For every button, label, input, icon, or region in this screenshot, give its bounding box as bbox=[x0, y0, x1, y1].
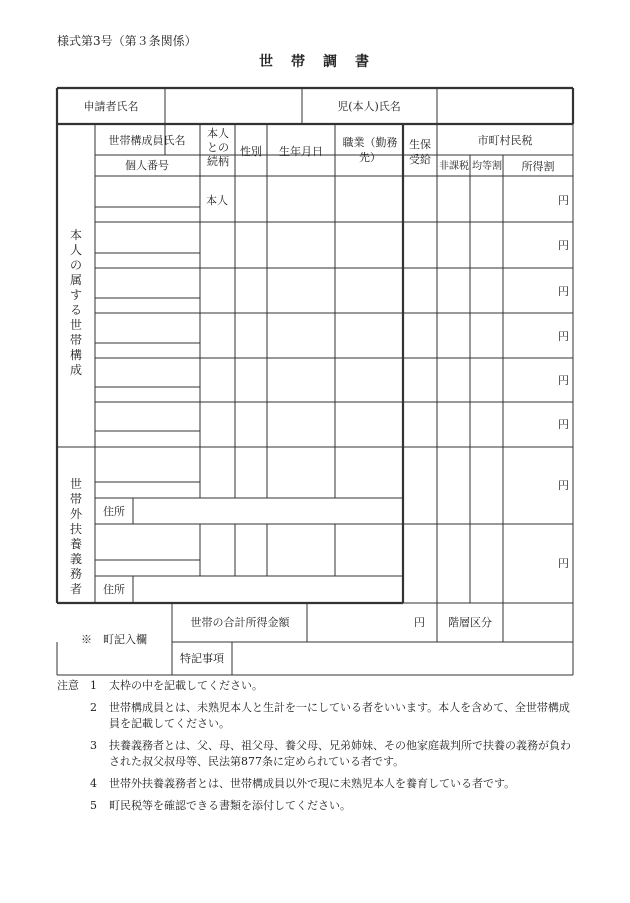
note-text: 町民税等を確認できる書類を添付してください。 bbox=[109, 799, 351, 812]
welfare-header: 生保受給 bbox=[409, 138, 431, 166]
note-number: 2 bbox=[90, 701, 97, 714]
note-item bbox=[57, 798, 577, 814]
note-number: 4 bbox=[90, 777, 97, 790]
personal-number-header: 個人番号 bbox=[125, 159, 169, 172]
page-title: 世 帯 調 書 bbox=[259, 54, 371, 70]
address-label: 住所 bbox=[103, 505, 125, 518]
note-item bbox=[57, 700, 577, 732]
municipal-tax-header: 市町村民税 bbox=[477, 134, 533, 147]
note-item bbox=[57, 738, 577, 770]
town-use-label: ※ 町記入欄 bbox=[81, 633, 147, 646]
yen-unit: 円 bbox=[558, 194, 569, 207]
yen-unit: 円 bbox=[558, 239, 569, 252]
income-levy-header: 所得割 bbox=[521, 160, 555, 173]
form-number: 様式第3号（第３条関係） bbox=[57, 34, 197, 48]
child-name-label: 児(本人)氏名 bbox=[337, 100, 401, 113]
note-text: 扶養義務者とは、父、母、祖父母、養父母、兄弟姉妹、その他家庭裁判所で扶養の義務が負わされた叔父叔母等、民法第877条に定められている者です。 bbox=[109, 739, 571, 768]
birthdate-header: 生年月日 bbox=[279, 145, 323, 158]
note-item bbox=[57, 678, 577, 694]
yen-unit: 円 bbox=[558, 479, 569, 492]
address-label: 住所 bbox=[103, 583, 125, 596]
external-group-label: 世帯外扶養義務者 bbox=[69, 477, 82, 596]
applicant-name-label: 申請者氏名 bbox=[83, 100, 139, 113]
sex-header: 性別 bbox=[240, 145, 262, 158]
note-text: 世帯構成員とは、未熟児本人と生計を一にしている者をいいます。本人を含めて、全世帯構成員を記載してください。 bbox=[109, 701, 570, 730]
self-relation: 本人 bbox=[206, 194, 228, 207]
special-notes-label: 特記事項 bbox=[180, 652, 224, 665]
total-income-yen: 円 bbox=[414, 616, 425, 629]
yen-unit: 円 bbox=[558, 285, 569, 298]
member-name-header: 世帯構成員氏名 bbox=[108, 134, 186, 147]
household-group-label: 本人の属する世帯構成 bbox=[69, 228, 82, 377]
note-text: 世帯外扶養義務者とは、世帯構成員以外で現に未熟児本人を養育している者です。 bbox=[109, 777, 516, 790]
non-taxable-header: 非課税 bbox=[439, 161, 469, 172]
relation-header: 本人との続柄 bbox=[207, 127, 229, 168]
yen-unit: 円 bbox=[558, 557, 569, 570]
note-number: 1 bbox=[90, 679, 97, 692]
yen-unit: 円 bbox=[558, 418, 569, 431]
tier-label: 階層区分 bbox=[448, 616, 492, 629]
notes-section bbox=[57, 678, 577, 820]
note-text: 太枠の中を記載してください。 bbox=[109, 679, 263, 692]
notes-head: 注意 bbox=[57, 679, 79, 692]
note-number: 3 bbox=[90, 739, 97, 752]
occupation-header: 職業（勤務先） bbox=[342, 136, 398, 164]
note-number: 5 bbox=[90, 799, 97, 812]
note-item bbox=[57, 776, 577, 792]
yen-unit: 円 bbox=[558, 330, 569, 343]
per-capita-header: 均等割 bbox=[472, 161, 502, 172]
yen-unit: 円 bbox=[558, 374, 569, 387]
total-income-label: 世帯の合計所得金額 bbox=[190, 616, 290, 629]
